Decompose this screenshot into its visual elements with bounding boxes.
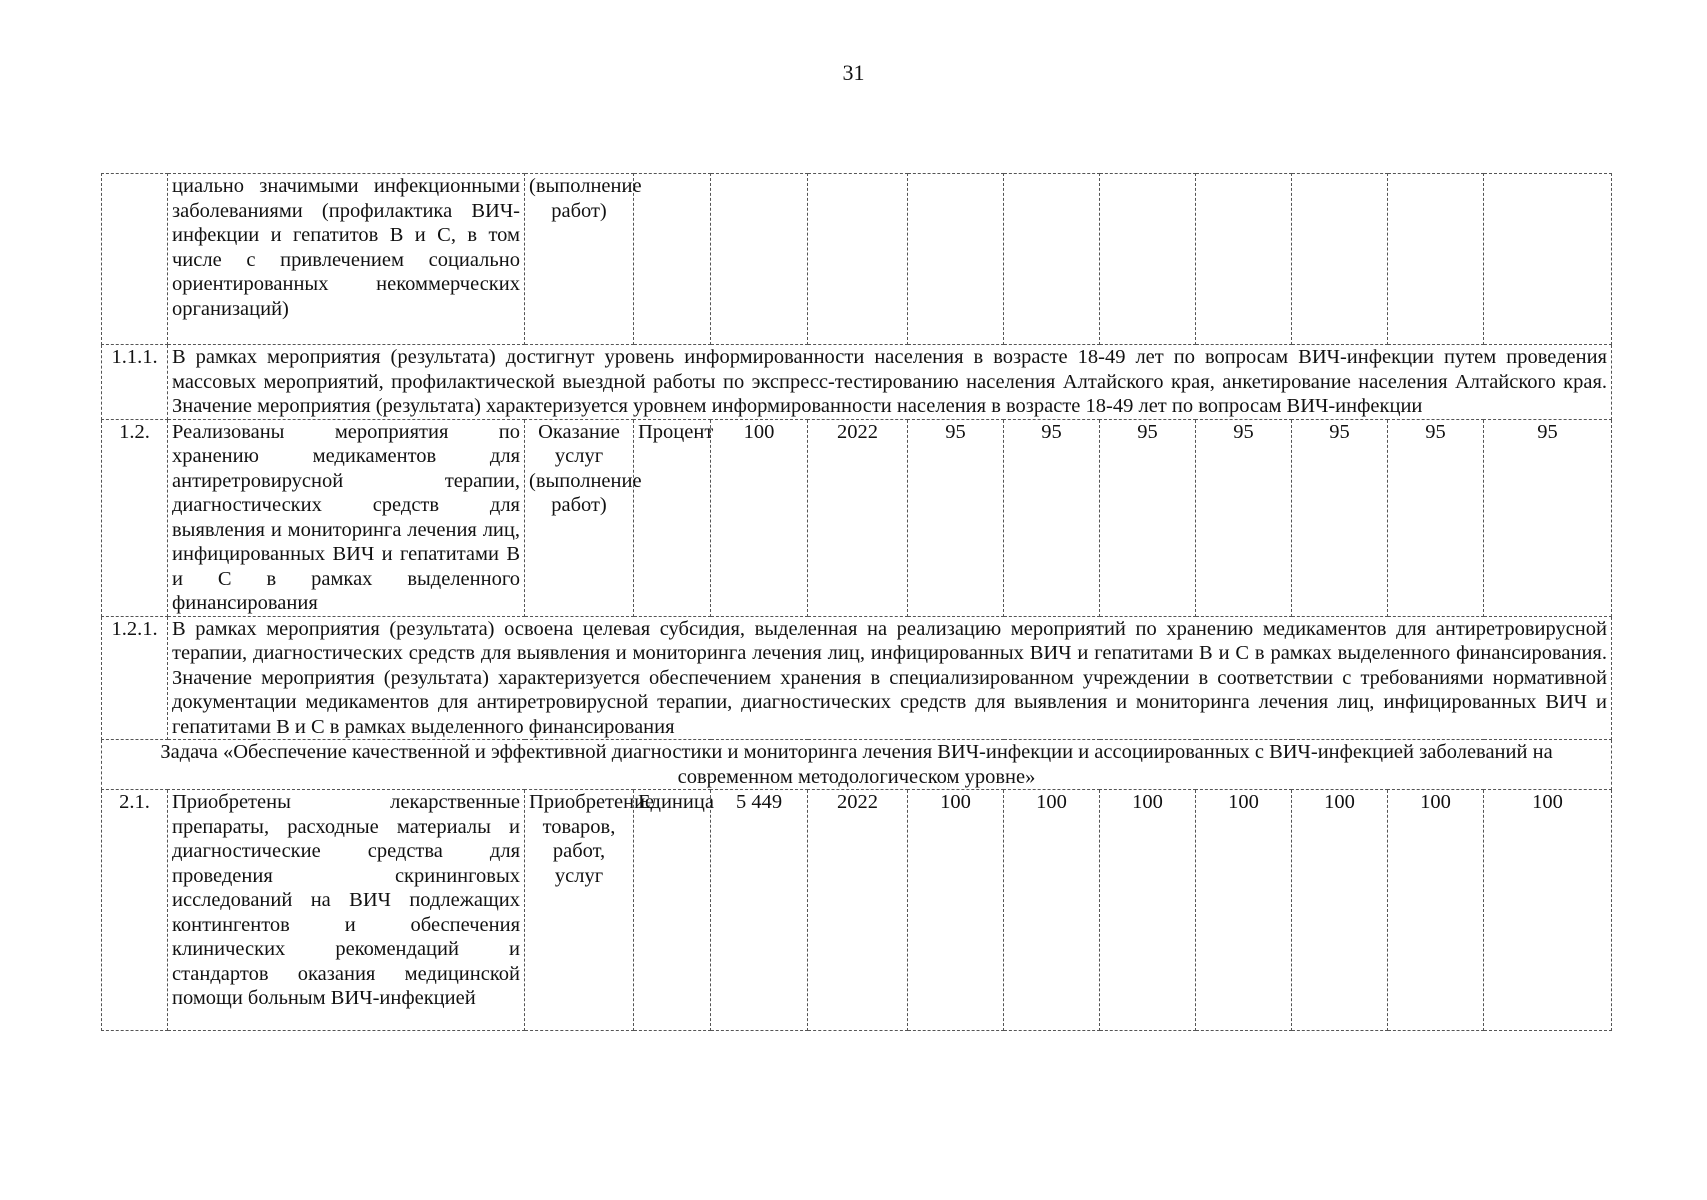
cell-value: 100 [1196, 790, 1292, 1031]
cell-base: 100 [711, 419, 808, 616]
cell-value: 95 [1484, 419, 1612, 616]
cell-num: 1.2. [102, 419, 168, 616]
indicators-table [101, 173, 1612, 1031]
cell-value: 95 [1388, 419, 1484, 616]
cell-value: 100 [1100, 790, 1196, 1031]
cell-value [1292, 174, 1388, 345]
cell-value: 95 [1196, 419, 1292, 616]
cell-base [711, 174, 808, 345]
cell-value [1388, 174, 1484, 345]
cell-value: 95 [1100, 419, 1196, 616]
table-row-continued [102, 174, 1612, 345]
cell-value: 100 [1004, 790, 1100, 1031]
cell-value: 100 [1388, 790, 1484, 1031]
cell-description: В рамках мероприятия (результата) достигнут уровень информированности населения в возрасте 18-49 лет по вопросам ВИЧ-инфекции путем проведения массовых мероприятий, профилактической выездной работы по экспресс-тестированию населения Алтайского края, анкетирование населения Алтайского края. Значение мероприятия (результата) характеризуется уровнем информированности населения в возрасте 18-49 лет по вопросам ВИЧ-инфекции [168, 345, 1612, 420]
cell-value: 100 [1484, 790, 1612, 1031]
cell-value: 100 [1292, 790, 1388, 1031]
task-heading: Задача «Обеспечение качественной и эффективной диагностики и мониторинга лечения ВИЧ-инфекции и ассоциированных с ВИЧ-инфекцией заболеваний на современном методологическом уровне» [102, 740, 1612, 790]
table-row-1-1-1 [102, 345, 1612, 420]
cell-value [1100, 174, 1196, 345]
cell-year: 2022 [808, 790, 908, 1031]
cell-value: 95 [1004, 419, 1100, 616]
cell-num: 2.1. [102, 790, 168, 1031]
cell-num [102, 174, 168, 345]
cell-base: 5 449 [711, 790, 808, 1031]
cell-name: Приобретены лекарственные препараты, расходные материалы и диагностические средства для проведения скрининговых исследований на ВИЧ подлежащих контингентов и обеспечения клинических рекомендаций и стандартов оказания медицинской помощи больным ВИЧ-инфекцией [168, 790, 525, 1031]
cell-value [908, 174, 1004, 345]
page-number: 31 [842, 60, 865, 85]
cell-value: 95 [1292, 419, 1388, 616]
cell-value [1004, 174, 1100, 345]
cell-year: 2022 [808, 419, 908, 616]
cell-description: В рамках мероприятия (результата) освоена целевая субсидия, выделенная на реализацию мероприятий по хранению медикаментов для антиретровирусной терапии, диагностических средств для выявления и мониторинга лечения лиц, инфицированных ВИЧ и гепатитами В и С в рамках выделенного финансирования. Значение мероприятия (результата) характеризуется обеспечением хранения в специализированном учреждении в соответствии с требованиями нормативной документации медикаментов для антиретровирусной терапии, диагностических средств для выявления и мониторинга лечения лиц, инфицированных ВИЧ и гепатитами В и С в рамках выделенного финансирования [168, 616, 1612, 740]
cell-value: 100 [908, 790, 1004, 1031]
cell-name: Реализованы мероприятия по хранению медикаментов для антиретровирусной терапии, диагностических средств для выявления и мониторинга лечения лиц, инфицированных ВИЧ и гепатитами В и С в рамках выделенного финансирования [168, 419, 525, 616]
cell-value: 95 [908, 419, 1004, 616]
cell-year [808, 174, 908, 345]
cell-name: циально значимыми инфекционными заболеваниями (профилактика ВИЧ-инфекции и гепатитов В и С, в том числе с привлечением социально ориентированных некоммерческих организаций) [168, 174, 525, 345]
cell-value [1196, 174, 1292, 345]
table-row-1-2 [102, 419, 1612, 616]
cell-unit [634, 174, 711, 345]
cell-num: 1.1.1. [102, 345, 168, 420]
cell-unit: Процент [634, 419, 711, 616]
table-row-2-1 [102, 790, 1612, 1031]
cell-type: Оказание услуг (выполнение работ) [525, 419, 634, 616]
table-row-1-2-1 [102, 616, 1612, 740]
table-row-task [102, 740, 1612, 790]
cell-num: 1.2.1. [102, 616, 168, 740]
cell-type: Приобретение товаров, работ, услуг [525, 790, 634, 1031]
cell-value [1484, 174, 1612, 345]
cell-type: (выполнение работ) [525, 174, 634, 345]
cell-unit: Единица [634, 790, 711, 1031]
